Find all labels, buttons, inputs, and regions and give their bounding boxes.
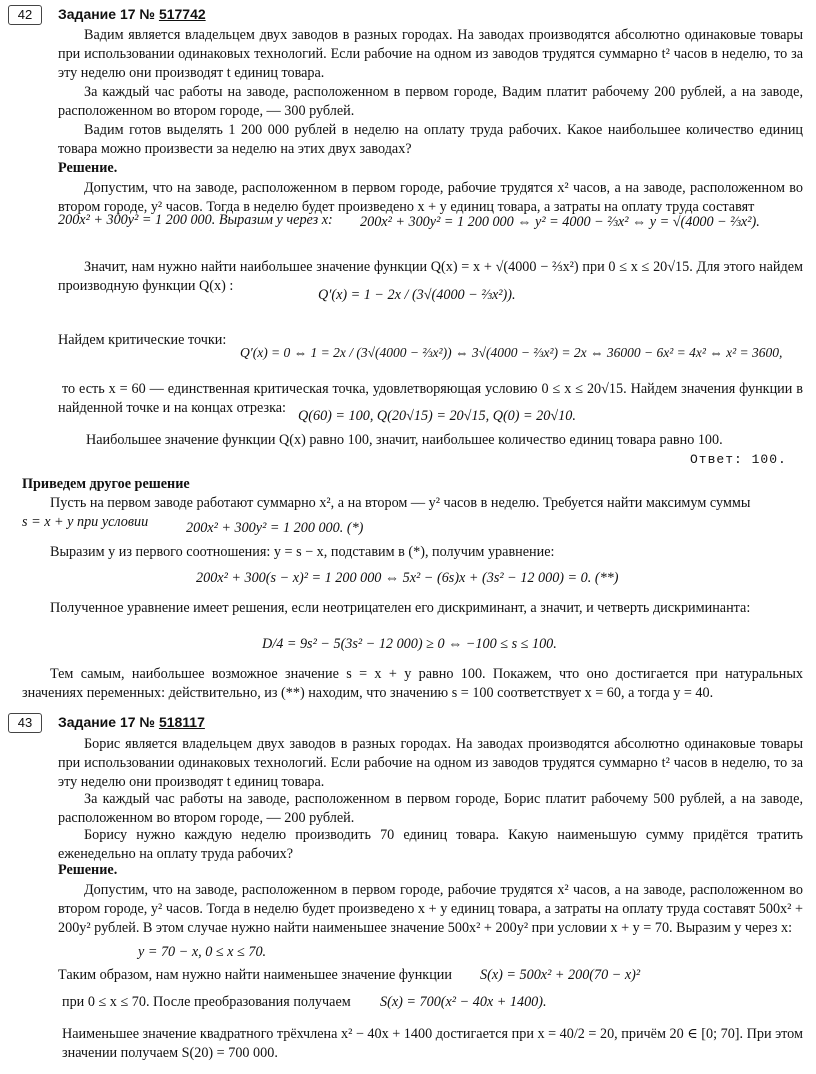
- solution-line: Наибольшее значение функции Q(x) равно 100, значит, наибольшее количество единиц товара равно 100.: [86, 432, 723, 448]
- solution-paragraph: Наименьшее значение квадратного трёхчлена x² − 40x + 1400 достигается при x = 40/2 = 20, причём 20 ∈ [0; 70]. При этом значении получаем S(20) = 700 000.: [62, 1026, 803, 1061]
- solution-line: s = x + y при условии: [22, 514, 149, 530]
- solution-paragraph: Значит, нам нужно найти наибольшее значение функции Q(x) = x + √(4000 − ⅔x²) при 0 ≤ x ≤ 20√15. Для этого найдем производную функции Q(x) :: [58, 259, 803, 294]
- task-paragraph: За каждый час работы на заводе, расположенном в первом городе, Вадим платит рабочему 200 рублей, а на заводе, расположенном во втором городе, — 300 рублей.: [58, 84, 803, 119]
- solution-paragraph: то есть x = 60 — единственная критическая точка, удовлетворяющая условию 0 ≤ x ≤ 20√15. Найдем значения функции в найденной точке и на концах отрезка:: [58, 381, 803, 416]
- equation: S(x) = 500x² + 200(70 − x)²: [480, 967, 641, 983]
- task-paragraph: Вадим готов выделять 1 200 000 рублей в неделю на оплату труда рабочих. Какое наибольшее количество единиц товара можно произвести за неделю на этих двух заводах?: [58, 122, 803, 157]
- solution-line: Выразим y из первого соотношения: y = s − x, подставим в (*), получим уравнение:: [50, 544, 555, 560]
- equation: 200x² + 300y² = 1 200 000 ⇔ y² = 4000 − ⅔x² ⇔ y = √(4000 − ⅔x²).: [360, 214, 760, 230]
- task-link[interactable]: 517742: [158, 6, 206, 22]
- equation: Q′(x) = 0 ⇔ 1 = 2x / (3√(4000 − ⅔x²)) ⇔ 3√(4000 − ⅔x²) = 2x ⇔ 36000 − 6x² = 4x² ⇔ x² = 3600,: [240, 345, 783, 360]
- task-link[interactable]: 518117: [158, 714, 205, 730]
- equation: 200x² + 300(s − x)² = 1 200 000 ⇔ 5x² − (6s)x + (3s² − 12 000) = 0. (**): [196, 570, 619, 586]
- solution-paragraph: Допустим, что на заводе, расположенном в первом городе, рабочие трудятся x² часов, а на заводе, расположенном во втором городе, y² часов. Тогда в неделю будет произведено x + y единиц товара, а затраты на оплату труда составят 500x² + 200y² рублей. В этом случае нужно найти наименьшее значение 500x² + 200y² при условии x + y = 70. Выразим y через x:: [58, 882, 803, 936]
- equation: S(x) = 700(x² − 40x + 1400).: [380, 994, 547, 1010]
- answer: Ответ: 100.: [690, 452, 787, 467]
- solution-line: Пусть на первом заводе работают суммарно x², а на втором — y² часов в неделю. Требуется найти максимум суммы: [50, 495, 751, 511]
- task-paragraph: За каждый час работы на заводе, расположенном в первом городе, Борис платит рабочему 500 рублей, а на заводе, расположенном во втором городе, — 200 рублей.: [58, 791, 803, 826]
- task-paragraph: Борис является владельцем двух заводов в разных городах. На заводах производятся абсолютно одинаковые товары при использовании одинаковых технологий. Если рабочие на одном из заводов трудятся суммарно t² часов в неделю, то за эту неделю они производят t единиц товара.: [58, 736, 803, 790]
- task-header: [58, 6, 206, 22]
- solution-line: Полученное уравнение имеет решения, если неотрицателен его дискриминант, а значит, и четверть дискриминанта:: [50, 600, 751, 616]
- equation: y = 70 − x, 0 ≤ x ≤ 70.: [138, 944, 267, 960]
- task-header-prefix: Задание 17 №: [58, 6, 156, 22]
- solution-paragraph: Допустим, что на заводе, расположенном в первом городе, рабочие трудятся x² часов, а на заводе, расположенном во втором городе, y² часов. Тогда в неделю будет произведено x + y единиц товара, а затраты на оплату труда составят: [58, 180, 803, 215]
- solution-label: Решение.: [58, 160, 118, 176]
- alt-solution-label: Приведем другое решение: [22, 476, 190, 492]
- solution-paragraph: Тем самым, наибольшее возможное значение s = x + y равно 100. Покажем, что оно достигается при натуральных значениях переменных: действительно, из (**) находим, что значению s = 100 соответствует x = 60, а тогда y = 40.: [22, 666, 803, 701]
- task-paragraph: Борису нужно каждую неделю производить 70 единиц товара. Какую наименьшую сумму придётся тратить еженедельно на оплату труда рабочих?: [58, 827, 803, 862]
- solution-line: 200x² + 300y² = 1 200 000. Выразим y через x:: [58, 212, 333, 228]
- equation: Q(60) = 100, Q(20√15) = 20√15, Q(0) = 20√10.: [298, 408, 576, 424]
- task-header-prefix: Задание 17 №: [58, 714, 156, 730]
- task-number-box: 43: [8, 713, 42, 733]
- task-header: [58, 714, 205, 730]
- solution-line: Таким образом, нам нужно найти наименьшее значение функции: [58, 967, 452, 983]
- solution-line: при 0 ≤ x ≤ 70. После преобразования получаем: [62, 994, 351, 1010]
- equation: 200x² + 300y² = 1 200 000. (*): [186, 520, 364, 536]
- task-paragraph: Вадим является владельцем двух заводов в разных городах. На заводах производятся абсолютно одинаковые товары при использовании одинаковых технологий. Если рабочие на одном из заводов трудятся суммарно t² часов в неделю, то за эту неделю они производят t единиц товара.: [58, 27, 803, 81]
- solution-label: Решение.: [58, 862, 118, 878]
- equation: D/4 = 9s² − 5(3s² − 12 000) ≥ 0 ⇔ −100 ≤ s ≤ 100.: [262, 636, 557, 652]
- solution-line: Найдем критические точки:: [58, 332, 227, 348]
- task-number-box: 42: [8, 5, 42, 25]
- equation: Q′(x) = 1 − 2x / (3√(4000 − ⅔x²)).: [318, 287, 516, 303]
